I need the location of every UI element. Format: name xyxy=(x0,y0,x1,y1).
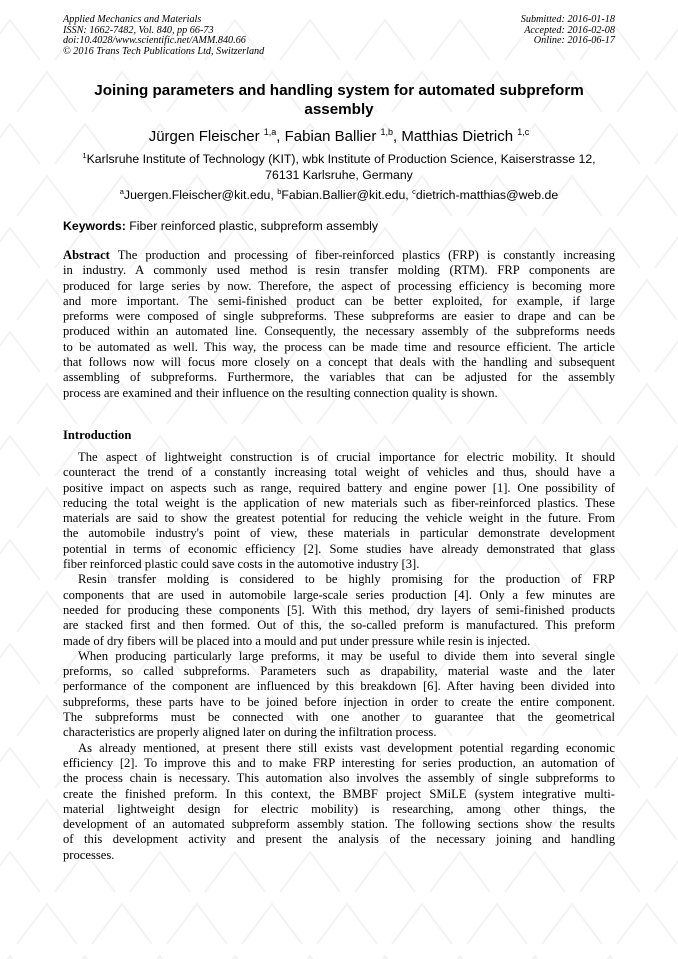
paragraph-line: of this development activity and present the analysis of the necessary joining and handling xyxy=(63,832,615,847)
paragraph-line: potential in terms of economic efficiency [2]. Some studies have already demonstrated that glass xyxy=(63,541,615,556)
author-name: Matthias Dietrich xyxy=(401,128,514,145)
paragraph-line: material lightweight design for electric mobility) is researching, among other things, the xyxy=(63,801,615,816)
abstract-line: and more important. The semi-finished product can be better exploited, for example, if large xyxy=(63,293,615,308)
abstract-line: in industry. A commonly used method is resin transfer molding (RTM). FRP components are xyxy=(63,263,615,278)
paragraph-line: are stacked first and then formed. Out of this, the so-called preform is manufactured. This preform xyxy=(63,618,615,633)
online-date: Online: 2016-06-17 xyxy=(533,35,615,47)
affiliation-mark: 1 xyxy=(82,151,87,160)
paragraph-line: the process chain is necessary. This automation also involves the assembly of single subpreforms to xyxy=(63,771,615,786)
paragraph-line: efficiency [2]. To improve this and to make FRP interesting for series production, an automation of xyxy=(63,755,615,770)
author-affiliation-mark: 1,c xyxy=(517,127,530,137)
title-line: Joining parameters and handling system for automated subpreform xyxy=(94,82,584,99)
affiliation-line: 76131 Karlsruhe, Germany xyxy=(265,167,413,182)
paragraph-line: components that are used in automobile large-scale series production [4]. Only a few minutes are xyxy=(63,587,615,602)
author-list xyxy=(63,122,615,147)
paragraph-line: Resin transfer molding is considered to be highly promising for the production of FRP xyxy=(78,572,615,587)
author-name: Jürgen Fleischer xyxy=(148,128,260,145)
author-separator: , xyxy=(276,128,285,145)
abstract-line: produced within an automated line. Consequently, the necessary assembly of the subpreforms needs xyxy=(63,324,615,339)
paragraph-line: made of dry fibers will be placed into a mould and put under pressure while resin is injected. xyxy=(63,633,531,648)
paragraph-line: The aspect of lightweight construction is of crucial importance for electric mobility. It should xyxy=(78,450,615,464)
keywords-label: Keywords: xyxy=(63,219,126,233)
title-line: assembly xyxy=(304,101,374,118)
journal-info xyxy=(63,15,264,57)
abstract-label: Abstract xyxy=(63,248,110,262)
paragraph-line: development of an automated subpreform assembly station. The following sections show the results xyxy=(63,817,615,832)
paragraph-line: subpreforms, these parts have to be joined before injection in order to create the entire component. xyxy=(63,694,615,709)
paragraph-line: positive impact on aspects such as range, required battery and engine power [1]. One possibility of xyxy=(63,480,615,495)
paragraph-line: characteristics are properly aligned later on during the infiltration process. xyxy=(63,725,437,740)
email-mark: a xyxy=(119,187,124,196)
submitted-date: Submitted: 2016-01-18 xyxy=(520,14,615,25)
abstract-line: produced for large series by now. Therefore, the aspect of processing efficiency is becoming more xyxy=(63,278,615,293)
paragraph-line: When producing particularly large preforms, it may be useful to divide them into several single xyxy=(78,648,615,663)
email-link[interactable]: Juergen.Fleischer@kit.edu, xyxy=(123,188,278,203)
email-mark: c xyxy=(412,187,416,196)
keywords-text: Fiber reinforced plastic, subpreform assembly xyxy=(125,219,379,233)
abstract-text: The production and processing of fiber-reinforced plastics (FRP) is constantly increasing xyxy=(109,248,615,262)
paper-title xyxy=(63,81,615,119)
paragraph-line: processes. xyxy=(63,847,115,862)
affiliation xyxy=(63,148,615,183)
author-affiliation-mark: 1,b xyxy=(380,127,394,137)
paragraph-line: counteract the trend of a constantly increasing total weight of vehicles and thus, should have a xyxy=(63,465,615,480)
author-emails xyxy=(63,184,615,203)
paragraph-line: materials are said to show the greatest potential for reducing the vehicle weight in the future. From xyxy=(63,511,615,526)
email-link[interactable]: dietrich-matthias@web.de xyxy=(415,188,559,203)
abstract-line: preforms were composed of single subpreforms. These subpreforms are easier to drape and can be xyxy=(63,309,615,324)
paragraph-line: create the finished preform. In this context, the BMBF project SMiLE (system integrative multi- xyxy=(63,786,615,801)
introduction-body xyxy=(63,450,615,863)
paragraph-line: needed for producing these components [5]. With this method, dry layers of semi-finished products xyxy=(63,602,615,617)
author-separator: , xyxy=(393,128,402,145)
paragraph-line: preforms, so called subpreforms. Parameters such as drapability, material waste and the later xyxy=(63,664,615,679)
copyright: © 2016 Trans Tech Publications Ltd, Switzerland xyxy=(63,45,265,57)
paragraph-line: reducing the total weight is the application of new materials such as fiber-reinforced plastics. These xyxy=(63,495,615,510)
paragraph-line: The subpreforms must be connected with one another to guarantee that the geometrical xyxy=(63,710,615,725)
submission-dates xyxy=(521,15,615,47)
keywords xyxy=(63,219,615,234)
abstract-line: assembling of subpreforms. Furthermore, the variables that can be adjusted for the assembly xyxy=(63,370,615,385)
paragraph-line: performance of the component are influenced by this breakdown [6]. After having been divided into xyxy=(63,679,615,694)
doi-link[interactable]: doi:10.4028/www.scientific.net/AMM.840.66 xyxy=(63,35,246,47)
affiliation-line: Karlsruhe Institute of Technology (KIT), wbk Institute of Production Science, Kaiserstrasse 12, xyxy=(86,152,596,167)
email-mark: b xyxy=(277,187,282,196)
abstract-line xyxy=(63,248,615,263)
abstract-section xyxy=(63,248,615,401)
abstract-line: process are examined and their influence on the resulting connection quality is shown. xyxy=(63,385,498,400)
paragraph-line: fiber reinforced plastic could save costs in the automotive industry [3]. xyxy=(63,557,420,572)
paragraph-line: the automobile industry's point of view, these materials in particular demonstrate development xyxy=(63,526,615,541)
accepted-date: Accepted: 2016-02-08 xyxy=(524,24,615,36)
abstract-line: to be automated as well. This way, the process can be made time and resource efficient. The article xyxy=(63,339,615,354)
email-link[interactable]: Fabian.Ballier@kit.edu, xyxy=(281,188,413,203)
paragraph-line: As already mentioned, at present there still exists vast development potential regarding economic xyxy=(78,740,615,755)
author-affiliation-mark: 1,a xyxy=(263,127,277,137)
author-name: Fabian Ballier xyxy=(284,128,377,145)
section-heading-introduction: Introduction xyxy=(63,428,132,442)
journal-name: Applied Mechanics and Materials xyxy=(63,14,202,25)
abstract-line: that follows now will focus more closely on a concept that deals with the handling and subsequent xyxy=(63,355,615,370)
journal-issn: ISSN: 1662-7482, Vol. 840, pp 66-73 xyxy=(63,24,214,36)
